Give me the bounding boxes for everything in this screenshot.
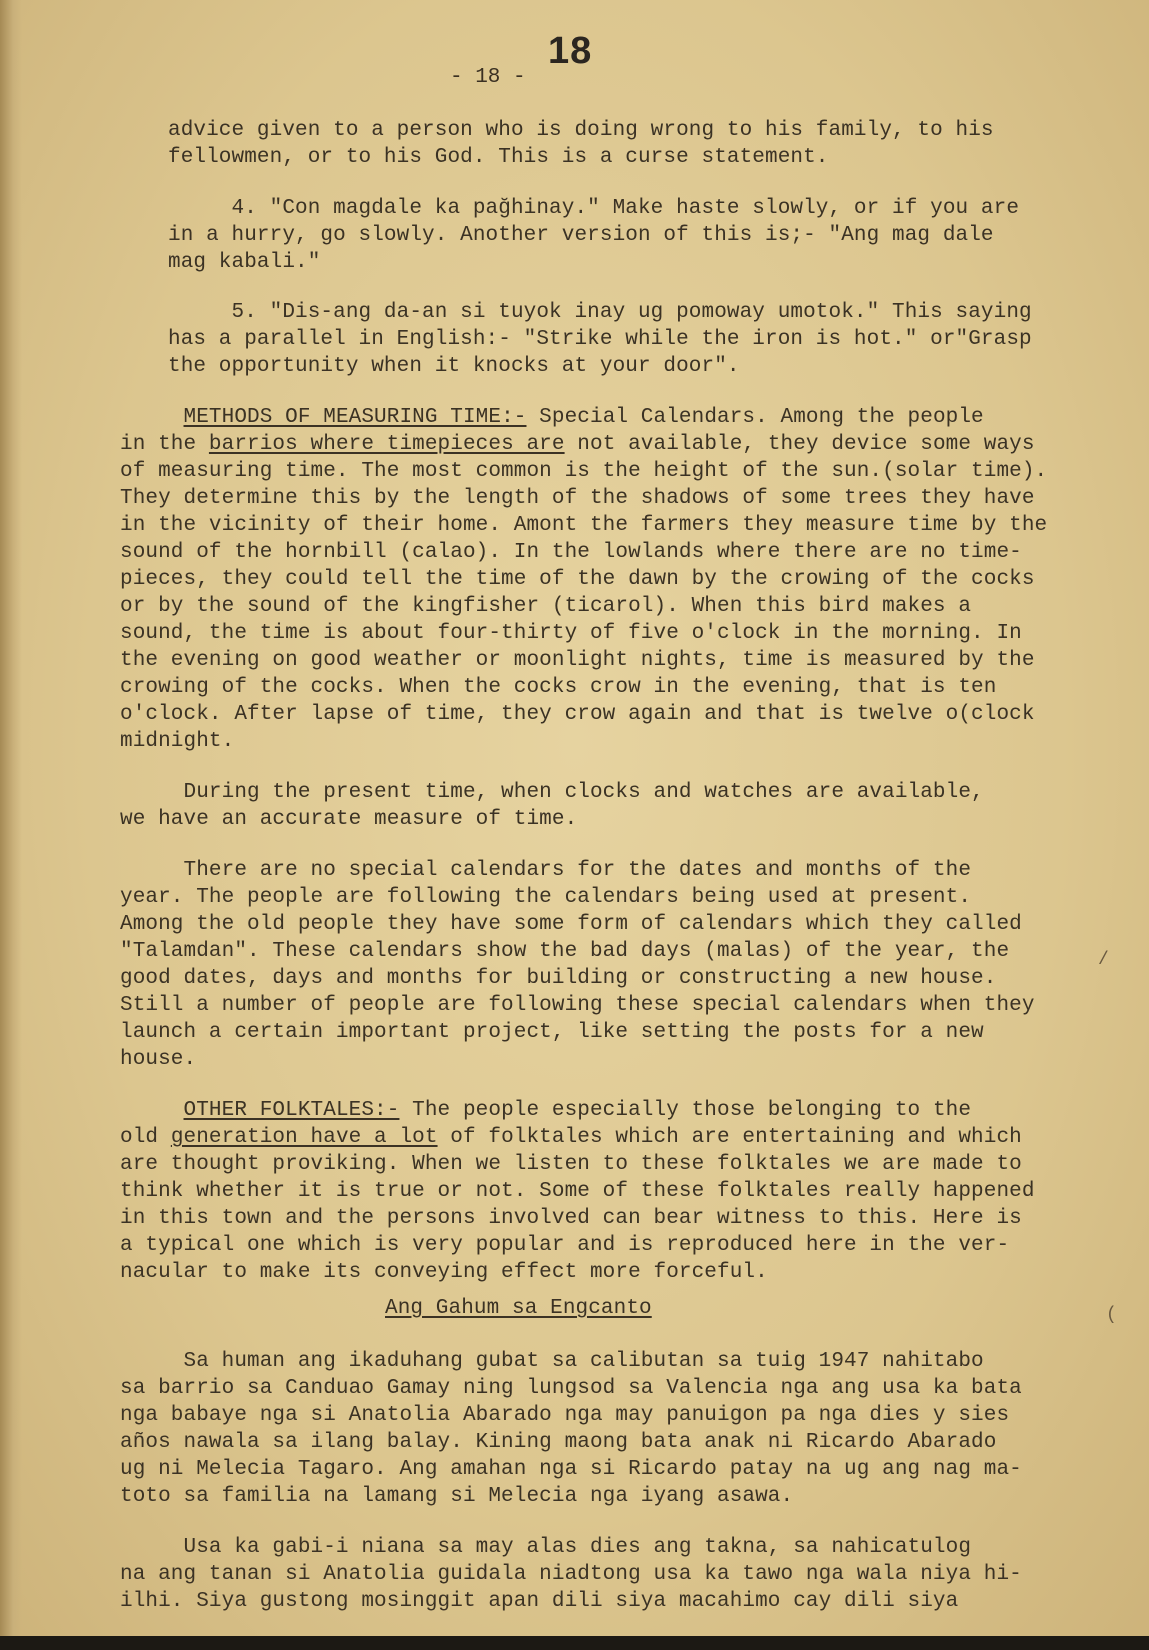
story-title: Ang Gahum sa Engcanto	[385, 1297, 652, 1320]
generation-phrase-underlined: generation have a lot	[170, 1126, 438, 1149]
text-line: "Talamdan". These calendars show the bad days (malas) of the year, the	[120, 940, 1010, 963]
text-line: sound of the hornbill (calao). In the lowlands where there are no time-	[120, 541, 1022, 564]
text-line: the evening on good weather or moonlight nights, time is measured by the	[120, 649, 1035, 672]
barrios-phrase-underlined: barrios where timepieces are	[208, 433, 565, 456]
text-line: ug ni Melecia Tagaro. Ang amahan nga si Ricardo patay na ug ang nag ma-	[120, 1458, 1022, 1481]
text-line: the opportunity when it knocks at your door".	[168, 355, 740, 378]
margin-pencil-mark: (	[1106, 1305, 1117, 1325]
folktales-heading-underlined: OTHER FOLKTALES:-	[183, 1099, 400, 1122]
text-line: nga babaye nga si Anatolia Abarado nga may panuigon pa nga dies y sies	[120, 1404, 1010, 1427]
text-line: in the vicinity of their home. Amont the farmers they measure time by the	[120, 514, 1048, 537]
text-line: a typical one which is very popular and is reproduced here in the ver-	[120, 1234, 1010, 1257]
text-line: ilhi. Siya gustong mosinggit apan dili siya macahimo cay dili siya	[120, 1590, 959, 1613]
text-line: old generation have a lot of folktales which are entertaining and which	[120, 1126, 1022, 1149]
text-line: There are no special calendars for the dates and months of the	[120, 859, 972, 882]
text-line: o'clock. After lapse of time, they crow again and that is twelve o(clock	[120, 703, 1035, 726]
text-line: in the barrios where timepieces are not available, they device some ways	[120, 433, 1035, 456]
text-line: pieces, they could tell the time of the dawn by the crowing of the cocks	[120, 568, 1035, 591]
text-line: crowing of the cocks. When the cocks crow in the evening, that is ten	[120, 676, 997, 699]
text-line: Sa human ang ikaduhang gubat sa calibutan sa tuig 1947 nahitabo	[120, 1350, 984, 1373]
text-line: Still a number of people are following these special calendars when they	[120, 994, 1035, 1017]
text-line: good dates, days and months for building or constructing a new house.	[120, 967, 997, 990]
text-line: sa barrio sa Canduao Gamay ning lungsod sa Valencia nga ang usa ka bata	[120, 1377, 1022, 1400]
text-line: 5. "Dis-ang da-an si tuyok inay ug pomoway umotok." This saying	[168, 301, 1032, 324]
text-line: toto sa familia na lamang si Melecia nga iyang asawa.	[120, 1485, 794, 1508]
page-bottom-edge	[0, 1636, 1149, 1650]
text-line: nacular to make its conveying effect more forceful.	[120, 1261, 768, 1284]
text-line: sound, the time is about four-thirty of five o'clock in the morning. In	[120, 622, 1022, 645]
text-line: They determine this by the length of the shadows of some trees they have	[120, 487, 1035, 510]
stamped-page-number: 18	[548, 30, 593, 72]
page-left-edge	[0, 0, 22, 1650]
text-line: Among the old people they have some form of calendars which they called	[120, 913, 1022, 936]
text-line: mag kabali."	[168, 251, 321, 274]
text-line: house.	[120, 1048, 197, 1071]
text-line: we have an accurate measure of time.	[120, 808, 578, 831]
text-line: advice given to a person who is doing wrong to his family, to his	[168, 119, 994, 142]
text-line: During the present time, when clocks and watches are available,	[120, 781, 984, 804]
text-line: 4. "Con magdale ka pağhinay." Make haste slowly, or if you are	[168, 197, 1020, 220]
text-line: think whether it is true or not. Some of these folktales really happened	[120, 1180, 1035, 1203]
section-heading-methods: METHODS OF MEASURING TIME:- Special Calendars. Among the people	[183, 406, 984, 429]
text-line: year. The people are following the calendars being used at present.	[120, 886, 972, 909]
text-line: has a parallel in English:- "Strike while the iron is hot." or"Grasp	[168, 328, 1032, 351]
section-heading-folktales: OTHER FOLKTALES:- The people especially those belonging to the	[183, 1099, 972, 1122]
methods-heading-underlined: METHODS OF MEASURING TIME:-	[183, 406, 527, 429]
text-line: na ang tanan si Anatolia guidala niadtong usa ka tawo nga wala niya hi-	[120, 1563, 1022, 1586]
text-line: launch a certain important project, like setting the posts for a new	[120, 1021, 984, 1044]
text-line: of measuring time. The most common is the height of the sun.(solar time).	[120, 460, 1048, 483]
text-line: midnight.	[120, 730, 235, 753]
text-line: or by the sound of the kingfisher (ticarol). When this bird makes a	[120, 595, 972, 618]
margin-pencil-mark: /	[1098, 950, 1109, 970]
text-line: fellowmen, or to his God. This is a curse statement.	[168, 146, 829, 169]
typed-page-number: - 18 -	[450, 66, 526, 89]
text-line: in this town and the persons involved can bear witness to this. Here is	[120, 1207, 1022, 1230]
text-line: in a hurry, go slowly. Another version of this is;- "Ang mag dale	[168, 224, 994, 247]
text-line: Usa ka gabi-i niana sa may alas dies ang takna, sa nahicatulog	[120, 1536, 972, 1559]
text-line: are thought proviking. When we listen to these folktales we are made to	[120, 1153, 1022, 1176]
text-line: años nawala sa ilang balay. Kining maong bata anak ni Ricardo Abarado	[120, 1431, 997, 1454]
